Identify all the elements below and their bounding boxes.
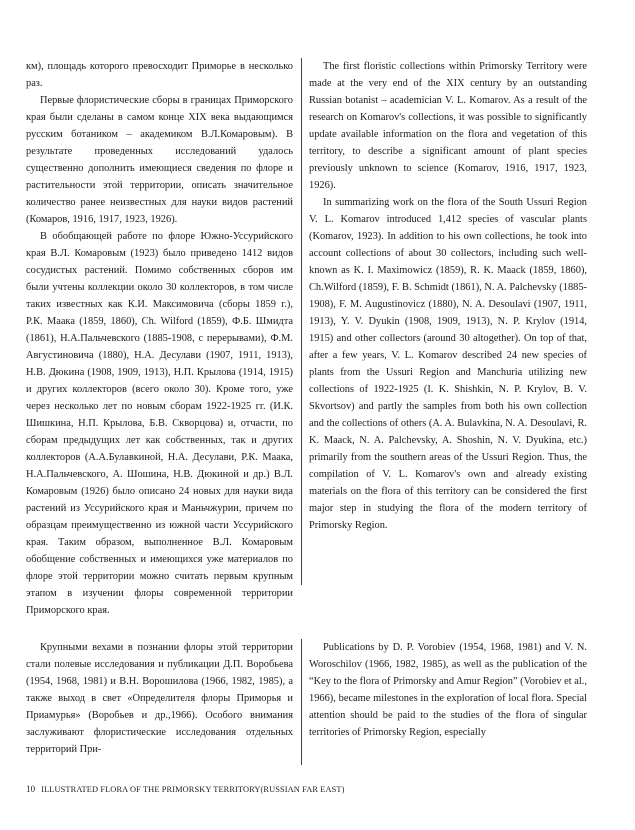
paragraph: The first floristic collections within Primorsky Territory were made at the very end of the XIX century by an outstanding Russian botanist – academician V. L. Komarov. As a result of the research on Komarov's collections, it was possible to significantly update available information on the flora and vegetation of this territory, to describe a significant amount of plant species previously unknown to science (Komarov, 1916, 1917, 1923, 1926). — [309, 61, 587, 191]
english-text-column-bottom — [309, 639, 587, 741]
paragraph: км), площадь которого превосходит Приморье в несколько раз. — [26, 61, 293, 89]
page-number: 10 — [26, 784, 36, 794]
english-text-column-top — [309, 58, 587, 534]
paragraph: In summarizing work on the flora of the South Ussuri Region V. L. Komarov introduced 1,412 species of vascular plants (Komarov, 1923). In addition to his own collections, he took into account collections of about 30 collectors, including such well-known as K. I. Maximowicz (1859), R. K. Maack (1859, 1860), Ch.Wilford (1859), F. B. Schmidt (1861), N. A. Palchevsky (1885-1908), F. M. Augustinovicz (1880), N. A. Desoulavi (1907, 1911, 1913), Y. V. Dyukin (1908, 1909, 1913), N. P. Krylov (1914, 1915) and other collectors (around 30 altogether). On top of that, after a few years, V. L. Komarov described 24 new species of plants from the Ussuri Region and Manchuria utilizing new collections of 1922-1925 (I. K. Shishkin, N. P. Krylov, B. V. Skvortsov) and partly the samples from both his own collection and the collections of others (A. A. Bulavkina, N. A. Desoulavi, R. K. Maack, N. A. Palchevsky, A. Shoshin, N. V. Dyukina, etc.) primarily from the southern areas of the Ussuri Region. Thus, the compilation of V. L. Komarov's own and already existing materials on the flora of this territory can be considered the first major step in studying the flora of the modern territory of Primorsky Region. — [309, 197, 587, 531]
page-footer — [26, 784, 345, 794]
running-title: ILLUSTRATED FLORA OF THE PRIMORSKY TERRITORY(RUSSIAN FAR EAST) — [41, 785, 345, 794]
paragraph: В обобщающей работе по флоре Южно-Уссурийского края В.Л. Комаровым (1923) было приведено 1412 видов сосудистых растений. Помимо собственных сборов им были учтены коллекции около 30 коллекторов, в том числе таких известных как К.И. Максимовича (сборы 1859 г.), Р.К. Маака (1859, 1860), Ch. Wilford (1859), Ф.Б. Шмидта (1861), Н.А.Пальчевского (1885-1908, с перерывами), Ф.М. Августиновича (1880), Н.А. Десулави (1907, 1911, 1913), Н.В. Дюкина (1908, 1909, 1913), Н.П. Крылова (1914, 1915) и других коллекторов (всего около 30). Кроме того, уже через несколько лет по новым сборам 1922-1925 гг. (И.К. Шишкина, Н.П. Крылова, Б.В. Скворцова) и, отчасти, по сборам предыдущих лет как собственных, так и других коллекторов (А.А.Булавкиной, Н.А. Десулави, Р.К. Маака, Н.А.Пальчевского, А. Шошина, Н.В. Дюкиной и др.) В.Л. Комаровым (1926) было описано 24 новых для науки вида растений из Уссурийского края и Маньчжурии, причем по образцам преимущественно из южной части Уссурийского края. Таким образом, выполненное В.Л. Комаровым обобщение собственных и имеющихся уже материалов по флоре этой территории можно считать первым крупным этапом в изучении флоры современной территории Приморского края. — [26, 231, 293, 616]
column-divider-top — [301, 58, 302, 585]
russian-text-column-top — [26, 58, 293, 619]
paragraph: Publications by D. P. Vorobiev (1954, 1968, 1981) and V. N. Woroschilov (1966, 1982, 1985), as well as the publication of the “Key to the flora of Primorsky and Amur Region” (Vorobiev et al., 1966), became milestones in the exploration of local flora. Special attention should be paid to the studies of the flora of singular territories of Primorsky Region, especially — [309, 642, 587, 738]
paragraph: Крупными вехами в познании флоры этой территории стали полевые исследования и публикации Д.П. Воробьева (1954, 1968, 1981) и В.Н. Ворошилова (1966, 1982, 1985), а также выход в свет «Определителя флоры Приморья и Приамурья» (Воробьев и др.,1966). Особого внимания заслуживают флористические исследования отдельных территорий При- — [26, 642, 293, 755]
column-divider-bottom — [301, 639, 302, 765]
paragraph: Первые флористические сборы в границах Приморского края были сделаны в самом конце XIX века выдающимся русским ботаником – академиком В.Л.Комаровым). В результате проведенных исследований удалось существенно дополнить имеющиеся сведения по флоре и растительности этой территории, описать значительное количество ранее неизвестных для науки видов растений (Комаров, 1916, 1917, 1923, 1926). — [26, 95, 293, 225]
russian-text-column-bottom — [26, 639, 293, 758]
